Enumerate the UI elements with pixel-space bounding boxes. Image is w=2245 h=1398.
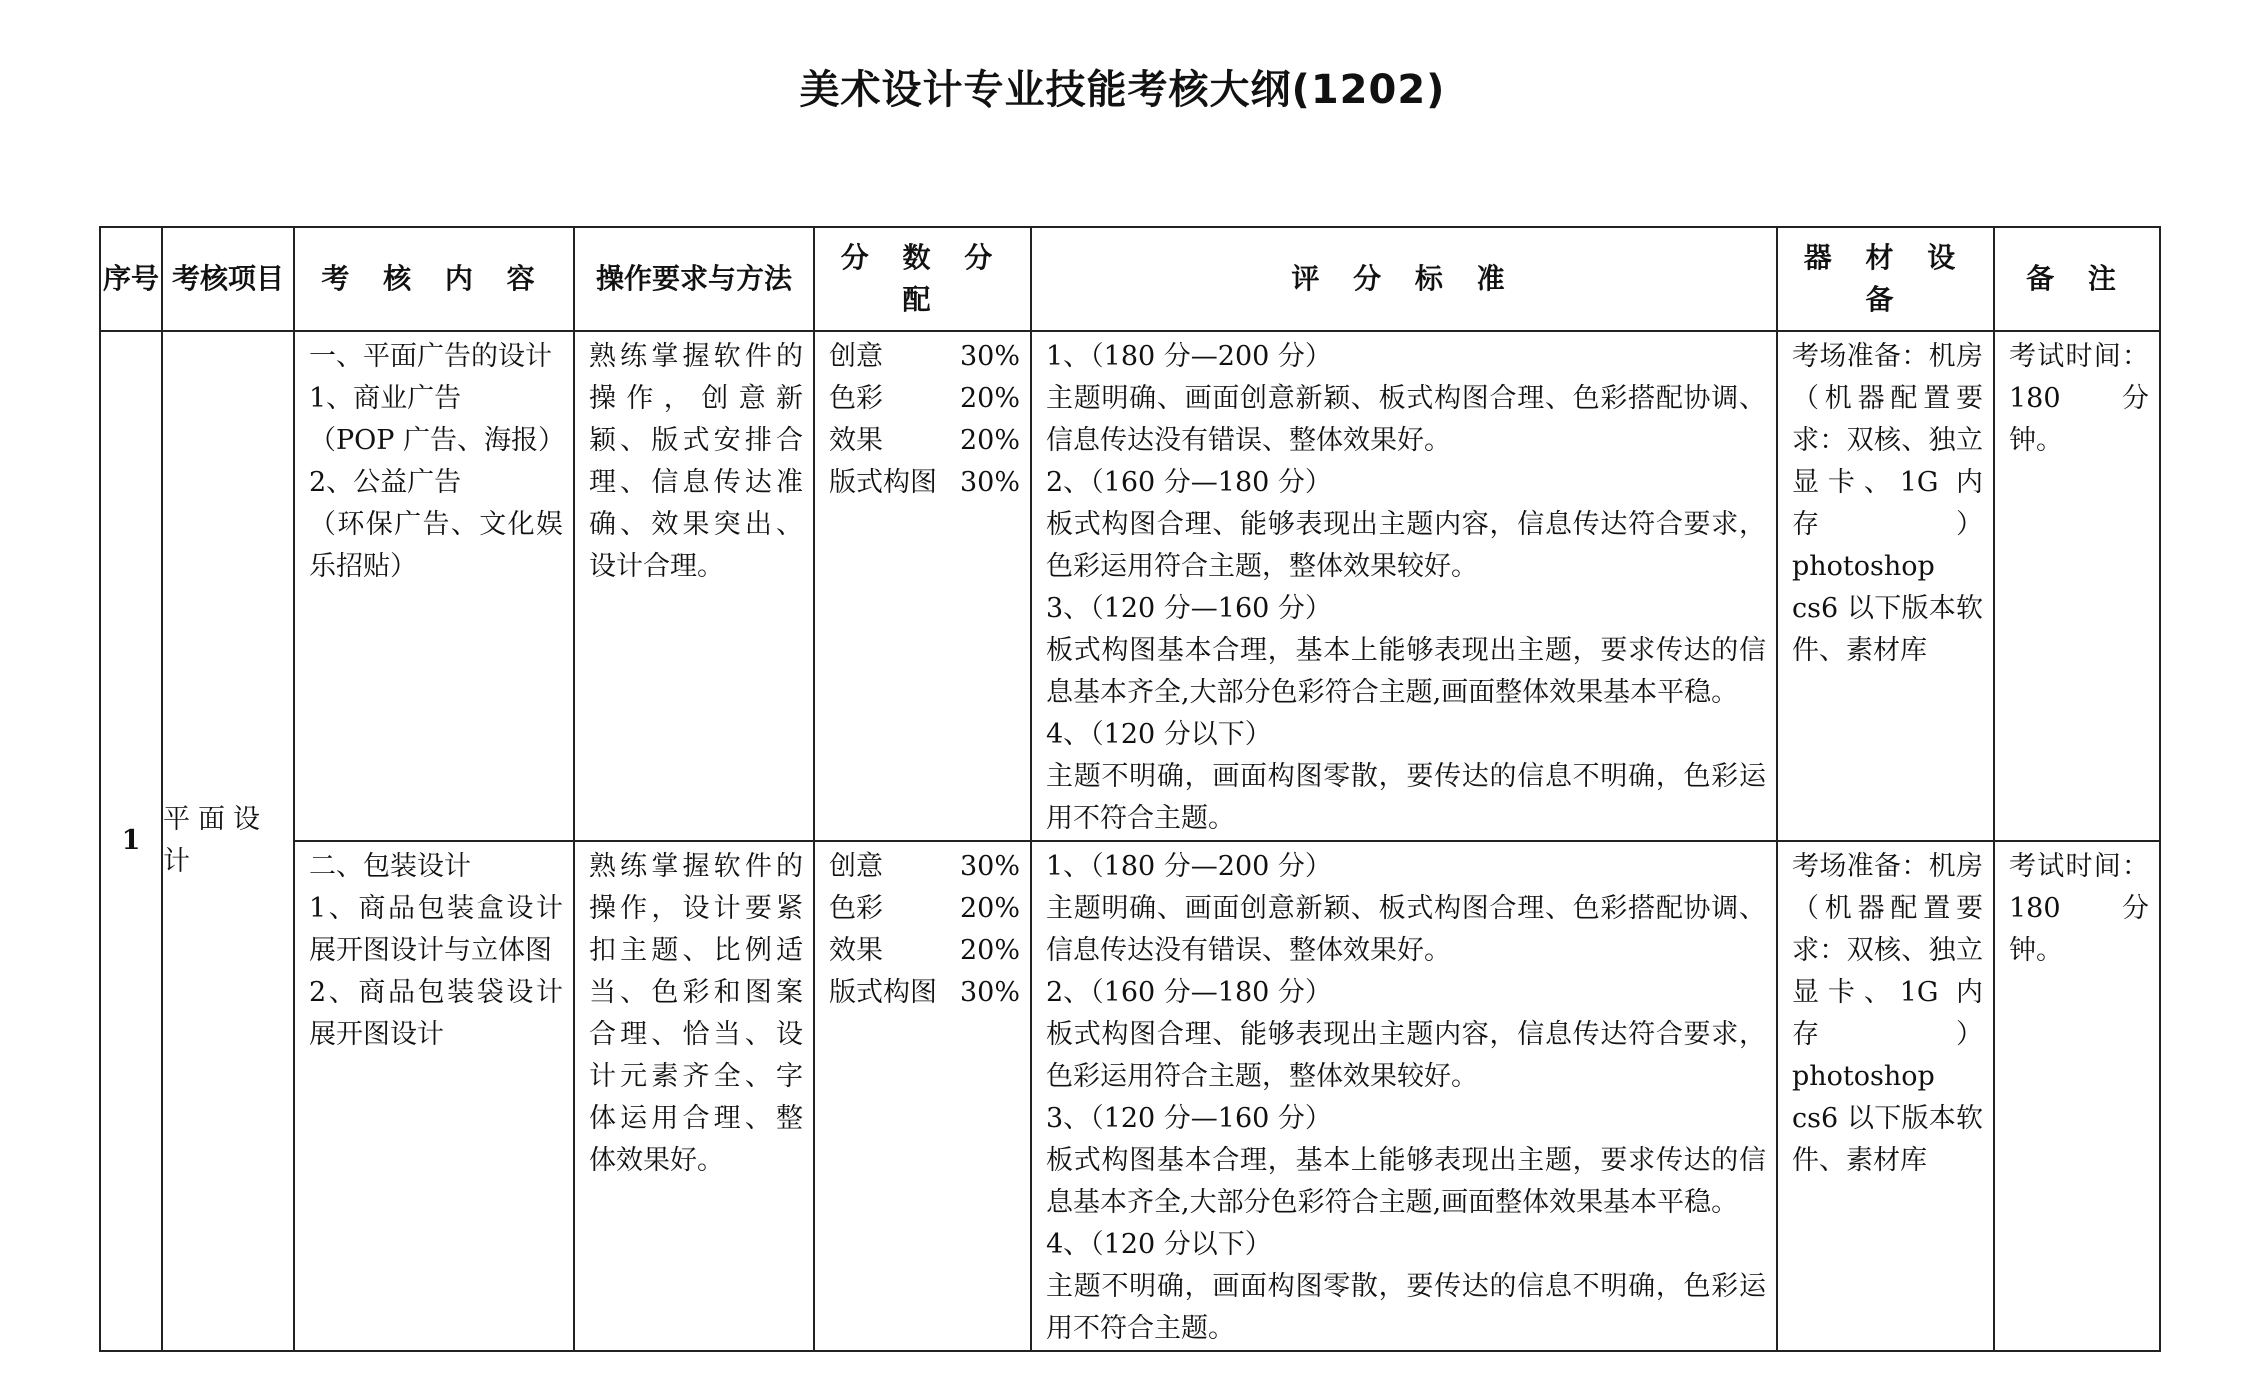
content-line: 1、商品包装盒设计展开图设计与立体图 <box>309 893 563 966</box>
score-value: 30% <box>959 851 1020 882</box>
score-value: 30% <box>959 977 1020 1008</box>
score-item <box>829 336 1020 378</box>
notes-cell <box>1994 841 2160 1351</box>
content-line: 2、商品包装袋设计展开图设计 <box>309 977 563 1050</box>
score-item <box>829 420 1020 462</box>
score-name: 创意 <box>829 851 883 882</box>
score-name: 创意 <box>829 341 883 372</box>
content-line: 二、包装设计 <box>309 851 471 882</box>
header-criteria: 评 分 标 准 <box>1031 227 1777 331</box>
notes-text: 考试时间：180 分钟。 <box>2009 341 2149 456</box>
page-title: 美术设计专业技能考核大纲(1202) <box>799 67 1446 113</box>
score-item <box>829 378 1020 420</box>
criteria-level: 1、（180 分—200 分） <box>1046 851 1332 882</box>
row-item: 平面设计 <box>162 331 294 1351</box>
content-cell <box>294 841 574 1351</box>
score-item <box>829 888 1020 930</box>
criteria-desc: 板式构图合理、能够表现出主题内容，信息传达符合要求，色彩运用符合主题，整体效果较好。 <box>1046 1019 1766 1092</box>
method-text: 熟练掌握软件的操作，创意新颖、版式安排合理、信息传达准确、效果突出、设计合理。 <box>589 341 803 582</box>
score-item <box>829 930 1020 972</box>
content-line: 1、商业广告 <box>309 383 462 414</box>
criteria-desc: 主题不明确，画面构图零散，要传达的信息不明确，色彩运用不符合主题。 <box>1046 761 1766 834</box>
criteria-cell <box>1031 841 1777 1351</box>
criteria-level: 4、（120 分以下） <box>1046 719 1272 750</box>
content-line: 2、公益广告 <box>309 467 462 498</box>
criteria-level: 2、（160 分—180 分） <box>1046 467 1332 498</box>
assessment-table <box>99 226 2161 1352</box>
header-content: 考 核 内 容 <box>294 227 574 331</box>
score-name: 色彩 <box>829 893 883 924</box>
content-line: 一、平面广告的设计 <box>309 341 552 372</box>
score-name: 版式构图 <box>829 977 937 1008</box>
header-score: 分 数 分 配 <box>814 227 1031 331</box>
criteria-desc: 板式构图合理、能够表现出主题内容，信息传达符合要求，色彩运用符合主题，整体效果较好。 <box>1046 509 1766 582</box>
table-row <box>100 841 2160 1351</box>
score-cell <box>814 331 1031 841</box>
table-row <box>100 331 2160 841</box>
header-seq: 序号 <box>100 227 162 331</box>
score-value: 30% <box>959 341 1020 372</box>
header-notes: 备 注 <box>1994 227 2160 331</box>
equipment-text: 考场准备：机房（机器配置要求：双核、独立显卡、1G 内存）photoshop cs6 以下版本软件、素材库 <box>1792 341 1983 666</box>
notes-cell <box>1994 331 2160 841</box>
criteria-level: 3、（120 分—160 分） <box>1046 593 1332 624</box>
score-value: 20% <box>959 935 1020 966</box>
criteria-level: 3、（120 分—160 分） <box>1046 1103 1332 1134</box>
table-header-row <box>100 227 2160 331</box>
score-name: 版式构图 <box>829 467 937 498</box>
notes-text: 考试时间：180 分钟。 <box>2009 851 2149 966</box>
equipment-cell <box>1777 331 1994 841</box>
criteria-level: 4、（120 分以下） <box>1046 1229 1272 1260</box>
content-cell <box>294 331 574 841</box>
criteria-desc: 主题明确、画面创意新颖、板式构图合理、色彩搭配协调、信息传达没有错误、整体效果好。 <box>1046 893 1766 966</box>
score-name: 效果 <box>829 935 883 966</box>
method-text: 熟练掌握软件的操作，设计要紧扣主题、比例适当、色彩和图案合理、恰当、设计元素齐全、字体运用合理、整体效果好。 <box>589 851 803 1176</box>
equipment-cell <box>1777 841 1994 1351</box>
header-equipment: 器 材 设 备 <box>1777 227 1994 331</box>
equipment-text: 考场准备：机房（机器配置要求：双核、独立显卡、1G 内存）photoshop cs6 以下版本软件、素材库 <box>1792 851 1983 1176</box>
score-value: 20% <box>959 383 1020 414</box>
method-cell <box>574 841 814 1351</box>
score-item <box>829 462 1020 504</box>
score-value: 20% <box>959 425 1020 456</box>
score-item <box>829 846 1020 888</box>
criteria-level: 2、（160 分—180 分） <box>1046 977 1332 1008</box>
criteria-level: 1、（180 分—200 分） <box>1046 341 1332 372</box>
row-seq: 1 <box>100 331 162 1351</box>
criteria-desc: 板式构图基本合理，基本上能够表现出主题，要求传达的信息基本齐全,大部分色彩符合主题,画面整体效果基本平稳。 <box>1046 1145 1766 1218</box>
score-name: 色彩 <box>829 383 883 414</box>
score-cell <box>814 841 1031 1351</box>
score-item <box>829 972 1020 1014</box>
method-cell <box>574 331 814 841</box>
score-name: 效果 <box>829 425 883 456</box>
header-method: 操作要求与方法 <box>574 227 814 331</box>
criteria-desc: 主题不明确，画面构图零散，要传达的信息不明确，色彩运用不符合主题。 <box>1046 1271 1766 1344</box>
content-line: （环保广告、文化娱乐招贴） <box>309 509 563 582</box>
criteria-cell <box>1031 331 1777 841</box>
score-value: 30% <box>959 467 1020 498</box>
score-value: 20% <box>959 893 1020 924</box>
criteria-desc: 板式构图基本合理，基本上能够表现出主题，要求传达的信息基本齐全,大部分色彩符合主题,画面整体效果基本平稳。 <box>1046 635 1766 708</box>
content-line: （POP 广告、海报） <box>309 425 566 456</box>
criteria-desc: 主题明确、画面创意新颖、板式构图合理、色彩搭配协调、信息传达没有错误、整体效果好。 <box>1046 383 1766 456</box>
header-item: 考核项目 <box>162 227 294 331</box>
